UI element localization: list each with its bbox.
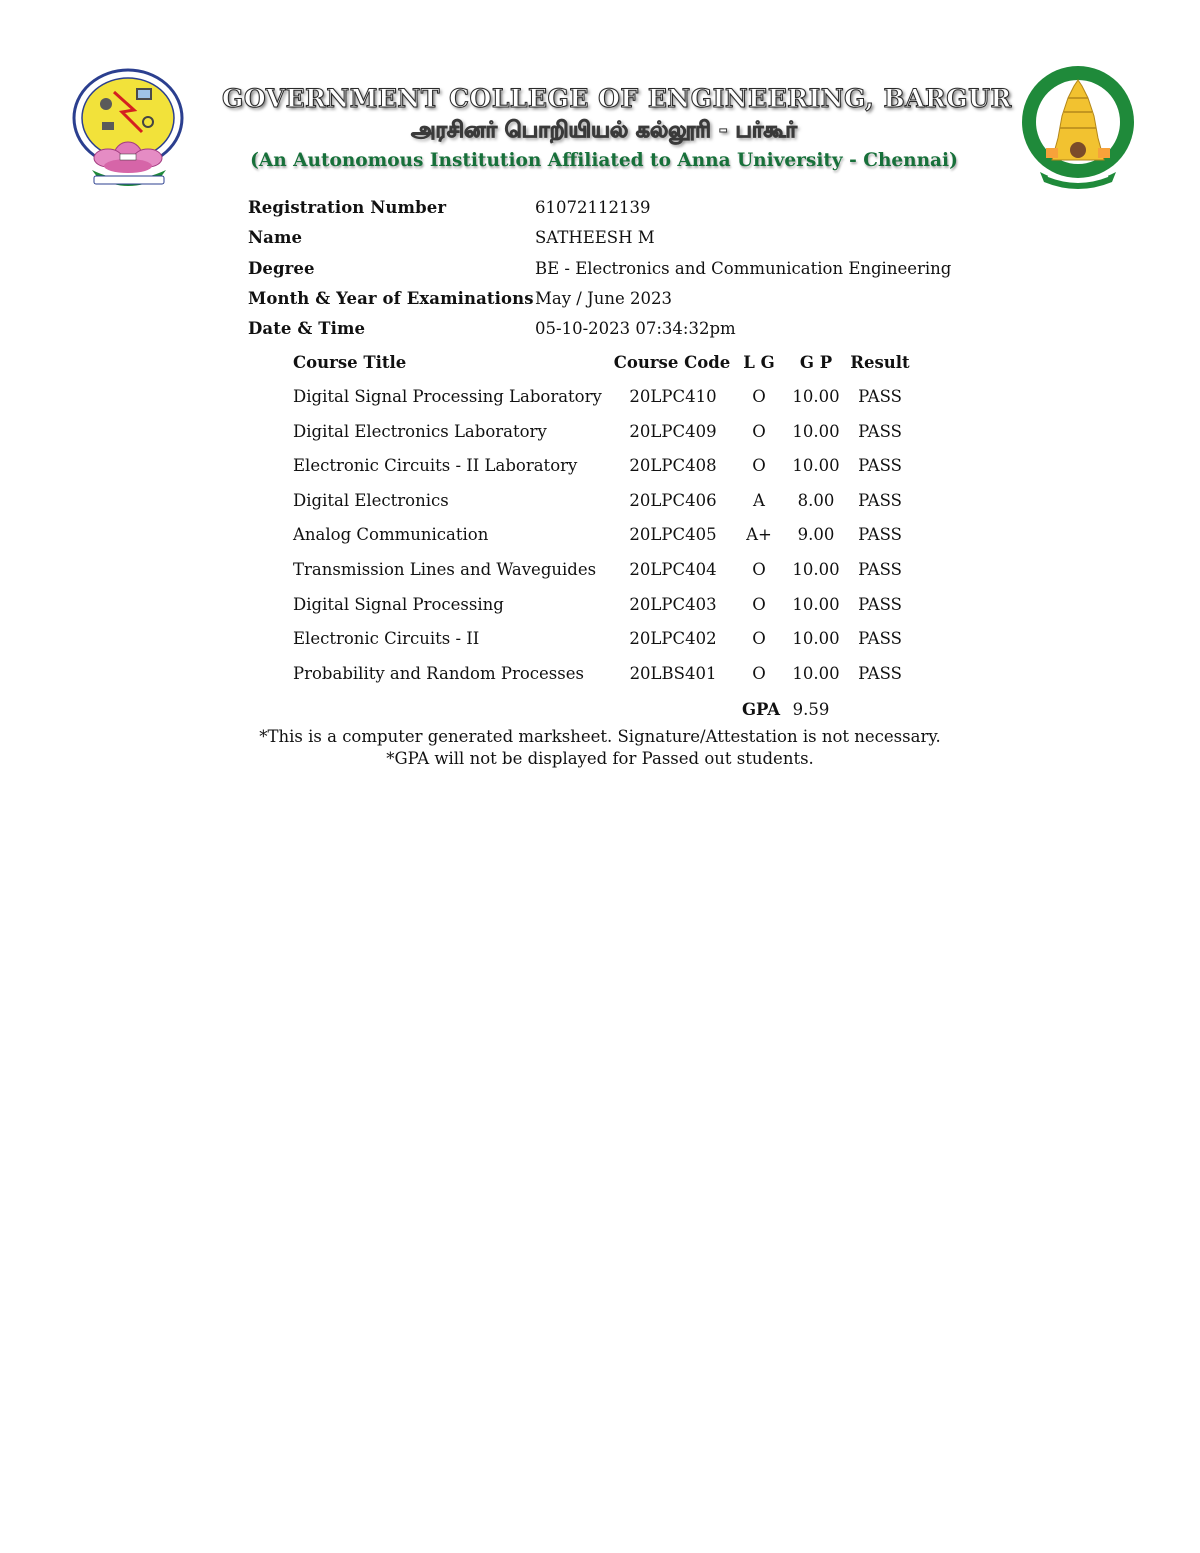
student-info (248, 196, 988, 347)
grade-point: 9.00 (797, 525, 835, 545)
course-title: Digital Signal Processing (293, 594, 504, 614)
table-row (293, 661, 933, 696)
datetime-row (248, 317, 988, 347)
grade-point: 8.00 (797, 490, 835, 510)
course-title: Probability and Random Processes (293, 663, 584, 683)
grade-point: 10.00 (792, 456, 840, 476)
table-row (293, 557, 933, 592)
datetime-value: 05-10-2023 07:34:32pm (535, 319, 736, 339)
table-row (293, 488, 933, 523)
college-emblem-icon (70, 66, 188, 192)
course-code: 20LPC406 (629, 490, 717, 510)
header-letter-grade: L G (743, 353, 775, 372)
affiliation-line: (An Autonomous Institution Affiliated to Anna University - Chennai) (250, 150, 958, 171)
degree-label: Degree (248, 258, 315, 278)
grade-point: 10.00 (792, 663, 840, 683)
table-row (293, 522, 933, 557)
tamil-nadu-emblem-icon (1018, 64, 1138, 192)
result: PASS (858, 490, 902, 510)
letter-grade: O (752, 421, 766, 441)
registration-row (248, 196, 988, 226)
course-code: 20LPC404 (629, 559, 717, 579)
letter-grade: O (752, 456, 766, 476)
result: PASS (858, 421, 902, 441)
course-title: Electronic Circuits - II Laboratory (293, 456, 578, 476)
name-value: SATHEESH M (535, 228, 655, 248)
header-result: Result (850, 353, 910, 372)
result: PASS (858, 594, 902, 614)
table-row (293, 419, 933, 454)
registration-label: Registration Number (248, 198, 447, 217)
course-title: Transmission Lines and Waveguides (293, 559, 597, 579)
gpa-label: GPA (741, 700, 781, 720)
marks-header-row (293, 350, 933, 384)
gpa-row (293, 695, 933, 727)
letter-grade: O (752, 629, 766, 649)
grade-point: 10.00 (792, 421, 840, 441)
letter-grade: A+ (746, 525, 772, 545)
registration-value: 61072112139 (535, 198, 651, 217)
letter-grade: O (752, 594, 766, 614)
header-grade-point: G P (799, 353, 833, 372)
letter-grade: O (752, 663, 766, 683)
name-row (248, 226, 988, 256)
course-code: 20LPC410 (629, 387, 717, 406)
course-code: 20LBS401 (629, 663, 717, 683)
grade-point: 10.00 (792, 594, 840, 614)
result: PASS (858, 456, 902, 476)
header-course-title: Course Title (293, 353, 407, 372)
degree-row (248, 257, 988, 287)
table-row (293, 626, 933, 661)
grade-point: 10.00 (792, 559, 840, 579)
exam-row (248, 287, 988, 317)
result: PASS (858, 387, 902, 406)
course-title: Digital Electronics (293, 490, 449, 510)
letter-grade: O (752, 387, 766, 406)
course-code: 20LPC402 (629, 629, 717, 649)
course-code: 20LPC405 (629, 525, 717, 545)
course-code: 20LPC403 (629, 594, 717, 614)
table-row (293, 384, 933, 419)
header-course-code: Course Code (613, 353, 731, 372)
grade-point: 10.00 (792, 387, 840, 406)
footer-notes (200, 726, 1000, 770)
note-computer-generated: *This is a computer generated marksheet. Signature/Attestation is not necessary. (259, 727, 941, 746)
grade-point: 10.00 (792, 629, 840, 649)
result: PASS (858, 629, 902, 649)
result: PASS (858, 525, 902, 545)
college-name: GOVERNMENT COLLEGE OF ENGINEERING, BARGUR (222, 84, 1012, 113)
course-title: Digital Electronics Laboratory (293, 421, 547, 441)
course-title: Digital Signal Processing Laboratory (293, 387, 602, 406)
course-code: 20LPC408 (629, 456, 717, 476)
course-title: Electronic Circuits - II (293, 629, 480, 649)
note-gpa-display: *GPA will not be displayed for Passed out students. (386, 749, 814, 768)
gpa-value: 9.59 (792, 700, 830, 720)
exam-value: May / June 2023 (535, 288, 672, 308)
result: PASS (858, 663, 902, 683)
name-label: Name (248, 228, 303, 248)
degree-value: BE - Electronics and Communication Engineering (535, 258, 952, 278)
letter-grade: A (753, 490, 765, 510)
course-title: Analog Communication (293, 525, 489, 545)
result: PASS (858, 559, 902, 579)
datetime-label: Date & Time (248, 319, 366, 339)
marks-table (293, 350, 933, 727)
table-row (293, 592, 933, 627)
college-name-tamil: அரசினர் பொறியியல் கல்லூரி - பர்கூர் (411, 118, 797, 143)
letter-grade: O (752, 559, 766, 579)
table-row (293, 453, 933, 488)
exam-label: Month & Year of Examinations (248, 288, 534, 308)
course-code: 20LPC409 (629, 421, 717, 441)
